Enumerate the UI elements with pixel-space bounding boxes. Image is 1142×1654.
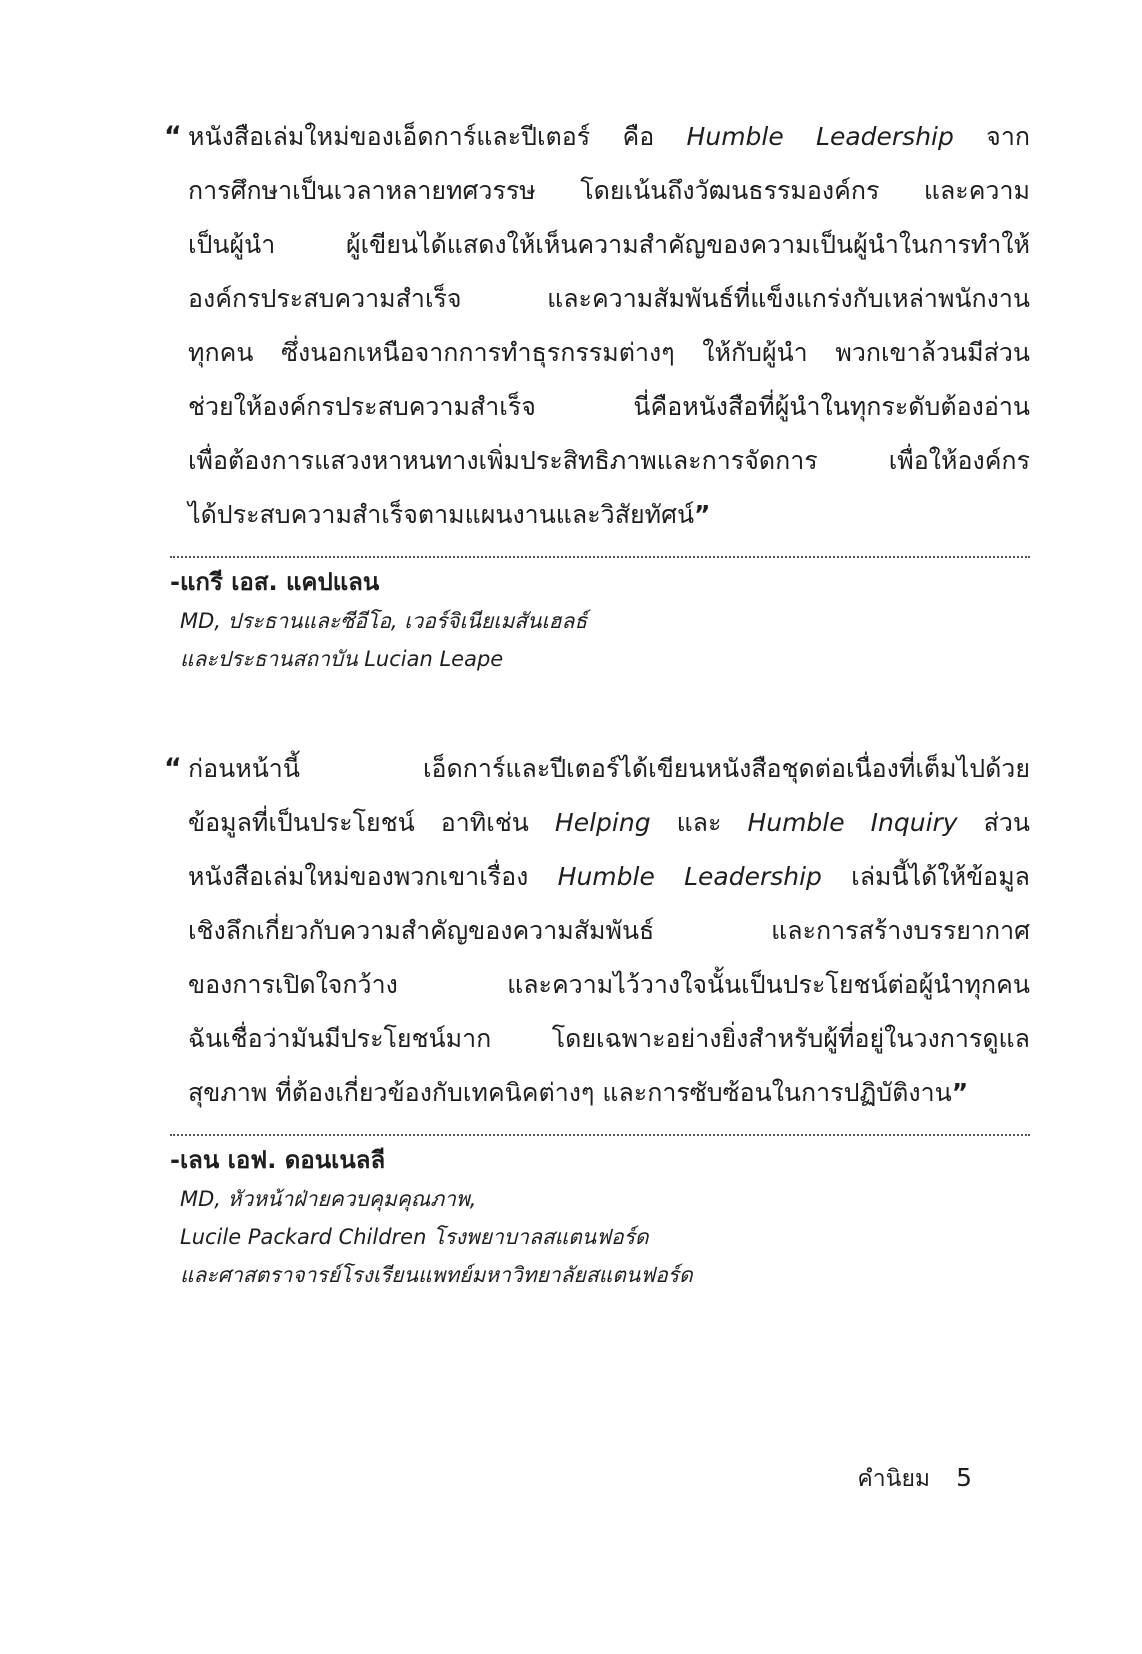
book-title-emphasis: Humble Leadership xyxy=(557,862,822,891)
quote-2-affiliation-line: MD, หัวหน้าฝ่ายควบคุมคุณภาพ, xyxy=(180,1187,477,1211)
quote-text-segment: ข้อมูลที่เป็นประโยชน์ อาทิเช่น xyxy=(188,808,555,837)
book-title-emphasis: Humble Leadership xyxy=(686,122,954,151)
quote-1-text xyxy=(164,110,1030,542)
quote-line xyxy=(170,1066,1030,1120)
open-quote-mark: “ xyxy=(164,753,182,784)
book-title-emphasis: Humble Inquiry xyxy=(747,808,958,837)
dotted-divider xyxy=(170,1134,1030,1136)
open-quote-mark: “ xyxy=(164,121,182,152)
quote-1-affiliation-line: MD, ประธานและซีอีโอ, เวอร์จิเนียเมสันเฮลธ์ xyxy=(180,609,588,633)
quote-1-affiliation-line: และประธานสถาบัน Lucian Leape xyxy=(180,647,504,671)
book-title-emphasis: Helping xyxy=(554,808,651,837)
quote-text-segment: หนังสือเล่มใหม่ของพวกเขาเรื่อง xyxy=(188,862,558,891)
quote-line: เพื่อต้องการแสวงหาหนทางเพิ่มประสิทธิภาพและการจัดการ เพื่อให้องค์กร xyxy=(188,446,1030,475)
quote-text-segment: จาก xyxy=(953,122,1030,151)
quote-line xyxy=(170,850,1030,904)
quote-1-author: -แกรี เอส. แคปแลน xyxy=(170,568,380,596)
quote-line: การศึกษาเป็นเวลาหลายทศวรรษ โดยเน้นถึงวัฒนธรรมองค์กร และความ xyxy=(188,176,1030,205)
quote-line: ทุกคน ซึ่งนอกเหนือจากการทำธุรกรรมต่างๆ ให้กับผู้นำ พวกเขาล้วนมีส่วน xyxy=(188,338,1030,367)
quote-text-segment: หนังสือเล่มใหม่ของเอ็ดการ์และปีเตอร์ คือ xyxy=(188,122,687,151)
quote-text-segment: เล่มนี้ได้ให้ข้อมูล xyxy=(821,862,1030,891)
quote-line xyxy=(170,488,1030,542)
quote-text-segment: ได้ประสบความสำเร็จตามแผนงานและวิสัยทัศน์ xyxy=(188,500,695,529)
page-number: 5 xyxy=(956,1463,972,1492)
close-quote-mark: ” xyxy=(951,1078,969,1107)
quote-line: องค์กรประสบความสำเร็จ และความสัมพันธ์ที่แข็งแกร่งกับเหล่าพนักงาน xyxy=(188,284,1030,313)
quote-line: ของการเปิดใจกว้าง และความไว้วางใจนั้นเป็นประโยชน์ต่อผู้นำทุกคน xyxy=(188,970,1030,999)
quote-text-segment: และ xyxy=(650,808,748,837)
testimonial-2 xyxy=(164,742,1030,1294)
quote-2-affiliation-line: และศาสตราจารย์โรงเรียนแพทย์มหาวิทยาลัยสแตนฟอร์ด xyxy=(180,1263,693,1287)
testimonial-1 xyxy=(164,110,1030,678)
quote-2-author: -เลน เอฟ. ดอนเนลลี xyxy=(170,1146,386,1174)
quote-line: ช่วยให้องค์กรประสบความสำเร็จ นี่คือหนังสือที่ผู้นำในทุกระดับต้องอ่าน xyxy=(188,392,1030,421)
section-title: คำนิยม xyxy=(857,1466,931,1492)
dotted-divider xyxy=(170,556,1030,558)
page-footer xyxy=(857,1458,972,1498)
quote-2-affiliation-line: Lucile Packard Children โรงพยาบาลสแตนฟอร์ด xyxy=(180,1225,649,1249)
quote-text-segment: สุขภาพ ที่ต้องเกี่ยวข้องกับเทคนิคต่างๆ และการซับซ้อนในการปฏิบัติงาน xyxy=(188,1078,952,1107)
quote-text-segment: ก่อนหน้านี้ เอ็ดการ์และปีเตอร์ได้เขียนหนังสือชุดต่อเนื่องที่เต็มไปด้วย xyxy=(188,754,1030,783)
quote-text-segment: ส่วน xyxy=(957,808,1030,837)
quote-line xyxy=(164,742,1030,796)
quote-line xyxy=(170,796,1030,850)
close-quote-mark: ” xyxy=(694,500,711,529)
quote-2-text xyxy=(164,742,1030,1120)
quote-line: ฉันเชื่อว่ามันมีประโยชน์มาก โดยเฉพาะอย่างยิ่งสำหรับผู้ที่อยู่ในวงการดูแล xyxy=(188,1024,1030,1053)
quote-line: เชิงลึกเกี่ยวกับความสำคัญของความสัมพันธ์ และการสร้างบรรยากาศ xyxy=(188,916,1030,945)
quote-line: เป็นผู้นำ ผู้เขียนได้แสดงให้เห็นความสำคัญของความเป็นผู้นำในการทำให้ xyxy=(188,230,1030,259)
quote-line xyxy=(164,110,1030,164)
